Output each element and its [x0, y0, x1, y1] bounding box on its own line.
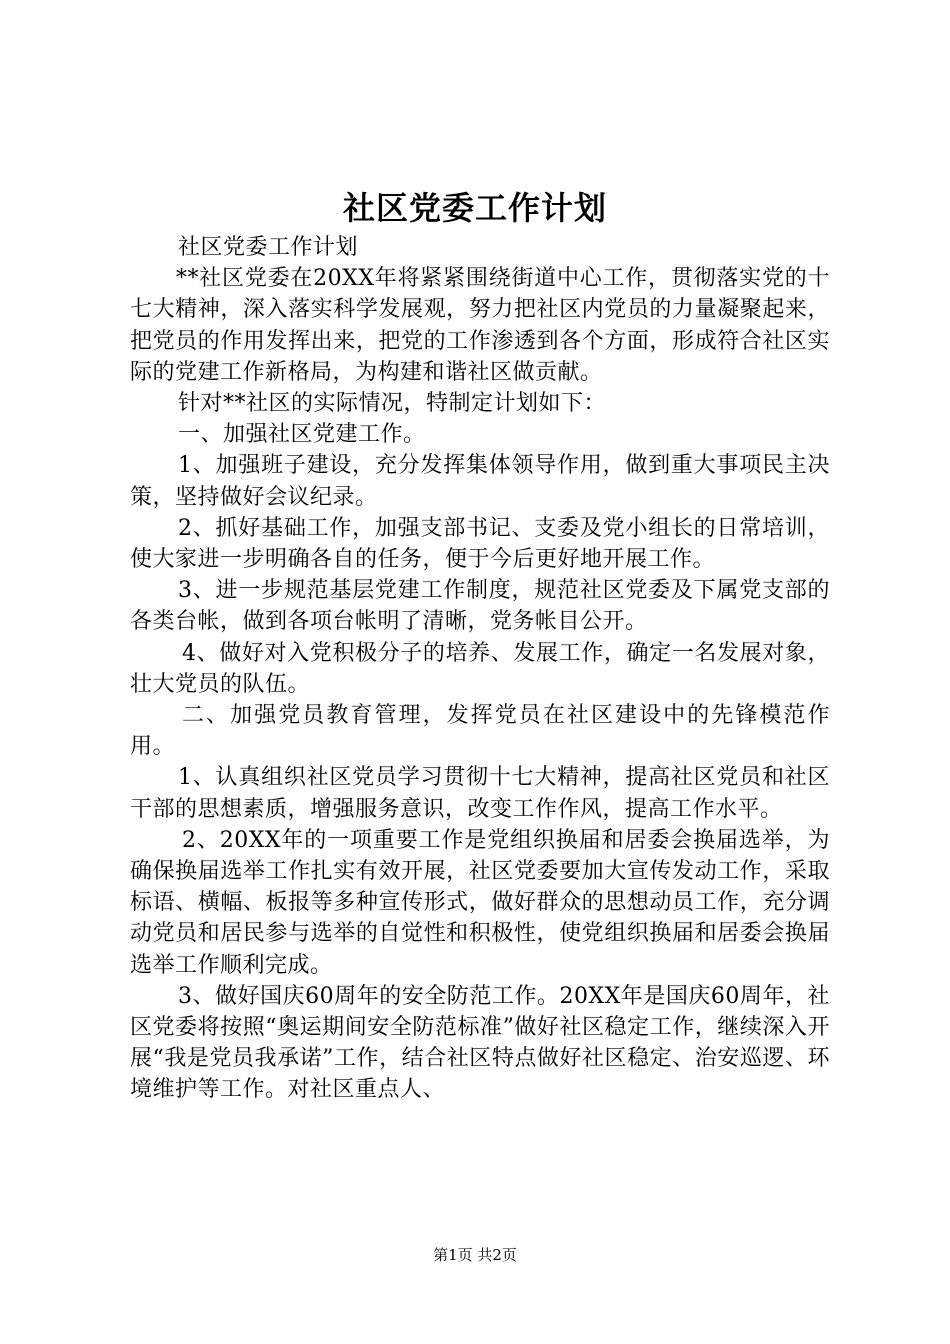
paragraph-item: 3、进一步规范基层党建工作制度，规范社区党委及下属党支部的各类台帐，做到各项台帐明了清晰，党务帐目公开。	[130, 578, 830, 635]
paragraph-item: 3、做好国庆60周年的安全防范工作。20XX年是国庆60周年，社区党委将按照“奥运期间安全防范标准”做好社区稳定工作，继续深入开展“我是党员我承诺”工作，结合社区特点做好社区稳定、治安巡逻、环境维护等工作。对社区重点人、	[130, 983, 830, 1103]
document-title: 社区党委工作计划	[342, 189, 607, 227]
paragraph-item: 1、认真组织社区党员学习贯彻十七大精神，提高社区党员和社区干部的思想素质，增强服务意识，改变工作作风，提高工作水平。	[130, 765, 830, 822]
page-number-footer: 第1页 共2页	[433, 1246, 517, 1264]
paragraph-subtitle: 社区党委工作计划	[178, 235, 359, 260]
paragraph-plan-lead: 针对**社区的实际情况，特制定计划如下：	[178, 391, 607, 417]
paragraph-item: 2、20XX年的一项重要工作是党组织换届和居委会换届选举，为确保换届选举工作扎实有效开展，社区党委要加大宣传发动工作，采取标语、横幅、板报等多种宣传形式，做好群众的思想动员工作，充分调动党员和居民参与选举的自觉性和积极性，使党组织换届和居委会换届选举工作顺利完成。	[130, 827, 830, 978]
section-heading-2: 二、加强党员教育管理，发挥党员在社区建设中的先锋模范作用。	[130, 703, 830, 760]
paragraph-intro: **社区党委在20XX年将紧紧围绕街道中心工作，贯彻落实党的十七大精神，深入落实科学发展观，努力把社区内党员的力量凝聚起来，把党员的作用发挥出来，把党的工作渗透到各个方面，形成符合社区实际的党建工作新格局，为构建和谐社区做贡献。	[130, 266, 830, 385]
paragraph-item: 1、加强班子建设，充分发挥集体领导作用，做到重大事项民主决策，坚持做好会议纪录。	[130, 453, 830, 510]
paragraph-item: 2、抓好基础工作，加强支部书记、支委及党小组长的日常培训，使大家进一步明确各自的任务，便于今后更好地开展工作。	[130, 515, 830, 573]
document-body	[130, 232, 830, 1106]
paragraph-item: 4、做好对入党积极分子的培养、发展工作，确定一名发展对象，壮大党员的队伍。	[130, 640, 830, 697]
section-heading-1: 一、加强社区党建工作。	[178, 422, 426, 448]
